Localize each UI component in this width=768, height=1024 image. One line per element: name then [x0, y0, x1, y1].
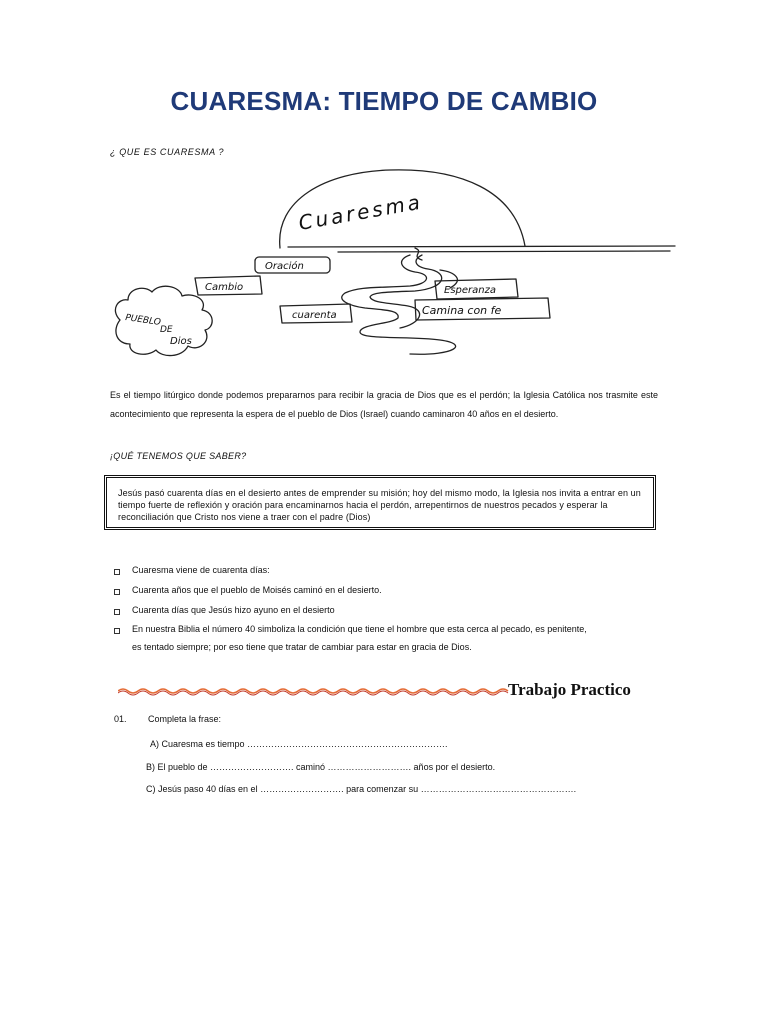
exercise-number: 01.: [114, 714, 127, 724]
label-oracion: Oración: [265, 261, 304, 272]
page-title: CUARESMA: TIEMPO DE CAMBIO: [170, 86, 598, 116]
square-bullet-icon: [114, 569, 120, 575]
label-camina: Camina con fe: [422, 304, 502, 317]
sun-label: Cuaresma: [296, 189, 425, 235]
practice-heading: Trabajo Practico: [508, 680, 631, 699]
label-esperanza: Esperanza: [444, 285, 496, 296]
info-box: [104, 475, 656, 530]
bullet-text: es tentado siempre; por eso tiene que tratar de cambiar para estar en gracia de Dios.: [132, 642, 472, 652]
wavy-divider: [118, 684, 510, 698]
exercise-instruction: Completa la frase:: [148, 714, 222, 724]
label-de: DE: [160, 325, 173, 335]
square-bullet-icon: [114, 609, 120, 615]
horizon-line: [288, 246, 675, 247]
square-bullet-icon: [114, 589, 120, 595]
label-cuarenta: cuarenta: [292, 310, 337, 321]
intro-paragraph: Es el tiempo litúrgico donde podemos prepararnos para recibir la gracia de Dios que es el perdón; la Iglesia Católica nos trasmite este acontecimiento que representa la espera de el pueblo de Dios (Israel) cuando caminaron 40 años en el desierto.: [110, 390, 658, 419]
exercise-item-c: C) Jesús paso 40 días en el ………………………. para comenzar su …………………………………………….: [146, 784, 577, 794]
question-what-to-know: ¡QUÉ TENEMOS QUE SABER?: [110, 451, 247, 461]
cuaresma-drawing: [110, 160, 680, 370]
label-pueblo: PUEBLO: [124, 313, 162, 328]
question-what-is-lent: ¿ QUE ES CUARESMA ?: [110, 147, 225, 157]
info-box-text: Jesús pasó cuarenta días en el desierto antes de emprender su misión; hoy del mismo modo, la Iglesia nos invita a entrar en un tiempo fuerte de reflexión y oración para encaminarnos hacia el perdón, arrepentirnos de nuestros pecados y esperar la reconciliación que Cristo nos viene a traer con el padre (Dios): [118, 488, 641, 522]
bullet-text: Cuarenta días que Jesús hizo ayuno en el desierto: [132, 605, 335, 615]
exercise-item-b: B) El pueblo de ………………………. caminó ………………………. años por el desierto.: [146, 762, 496, 772]
exercise-item-a: A) Cuaresma es tiempo ………………………………………………………….: [150, 739, 448, 749]
square-bullet-icon: [114, 628, 120, 634]
label-dios: Dios: [170, 336, 192, 347]
label-cambio: Cambio: [205, 282, 244, 293]
bullet-text: Cuarenta años que el pueblo de Moisés caminó en el desierto.: [132, 585, 382, 595]
bullet-text: Cuaresma viene de cuarenta días:: [132, 565, 270, 575]
bullet-text: En nuestra Biblia el número 40 simboliza la condición que tiene el hombre que esta cerca al pecado, es penitente,: [132, 624, 587, 634]
